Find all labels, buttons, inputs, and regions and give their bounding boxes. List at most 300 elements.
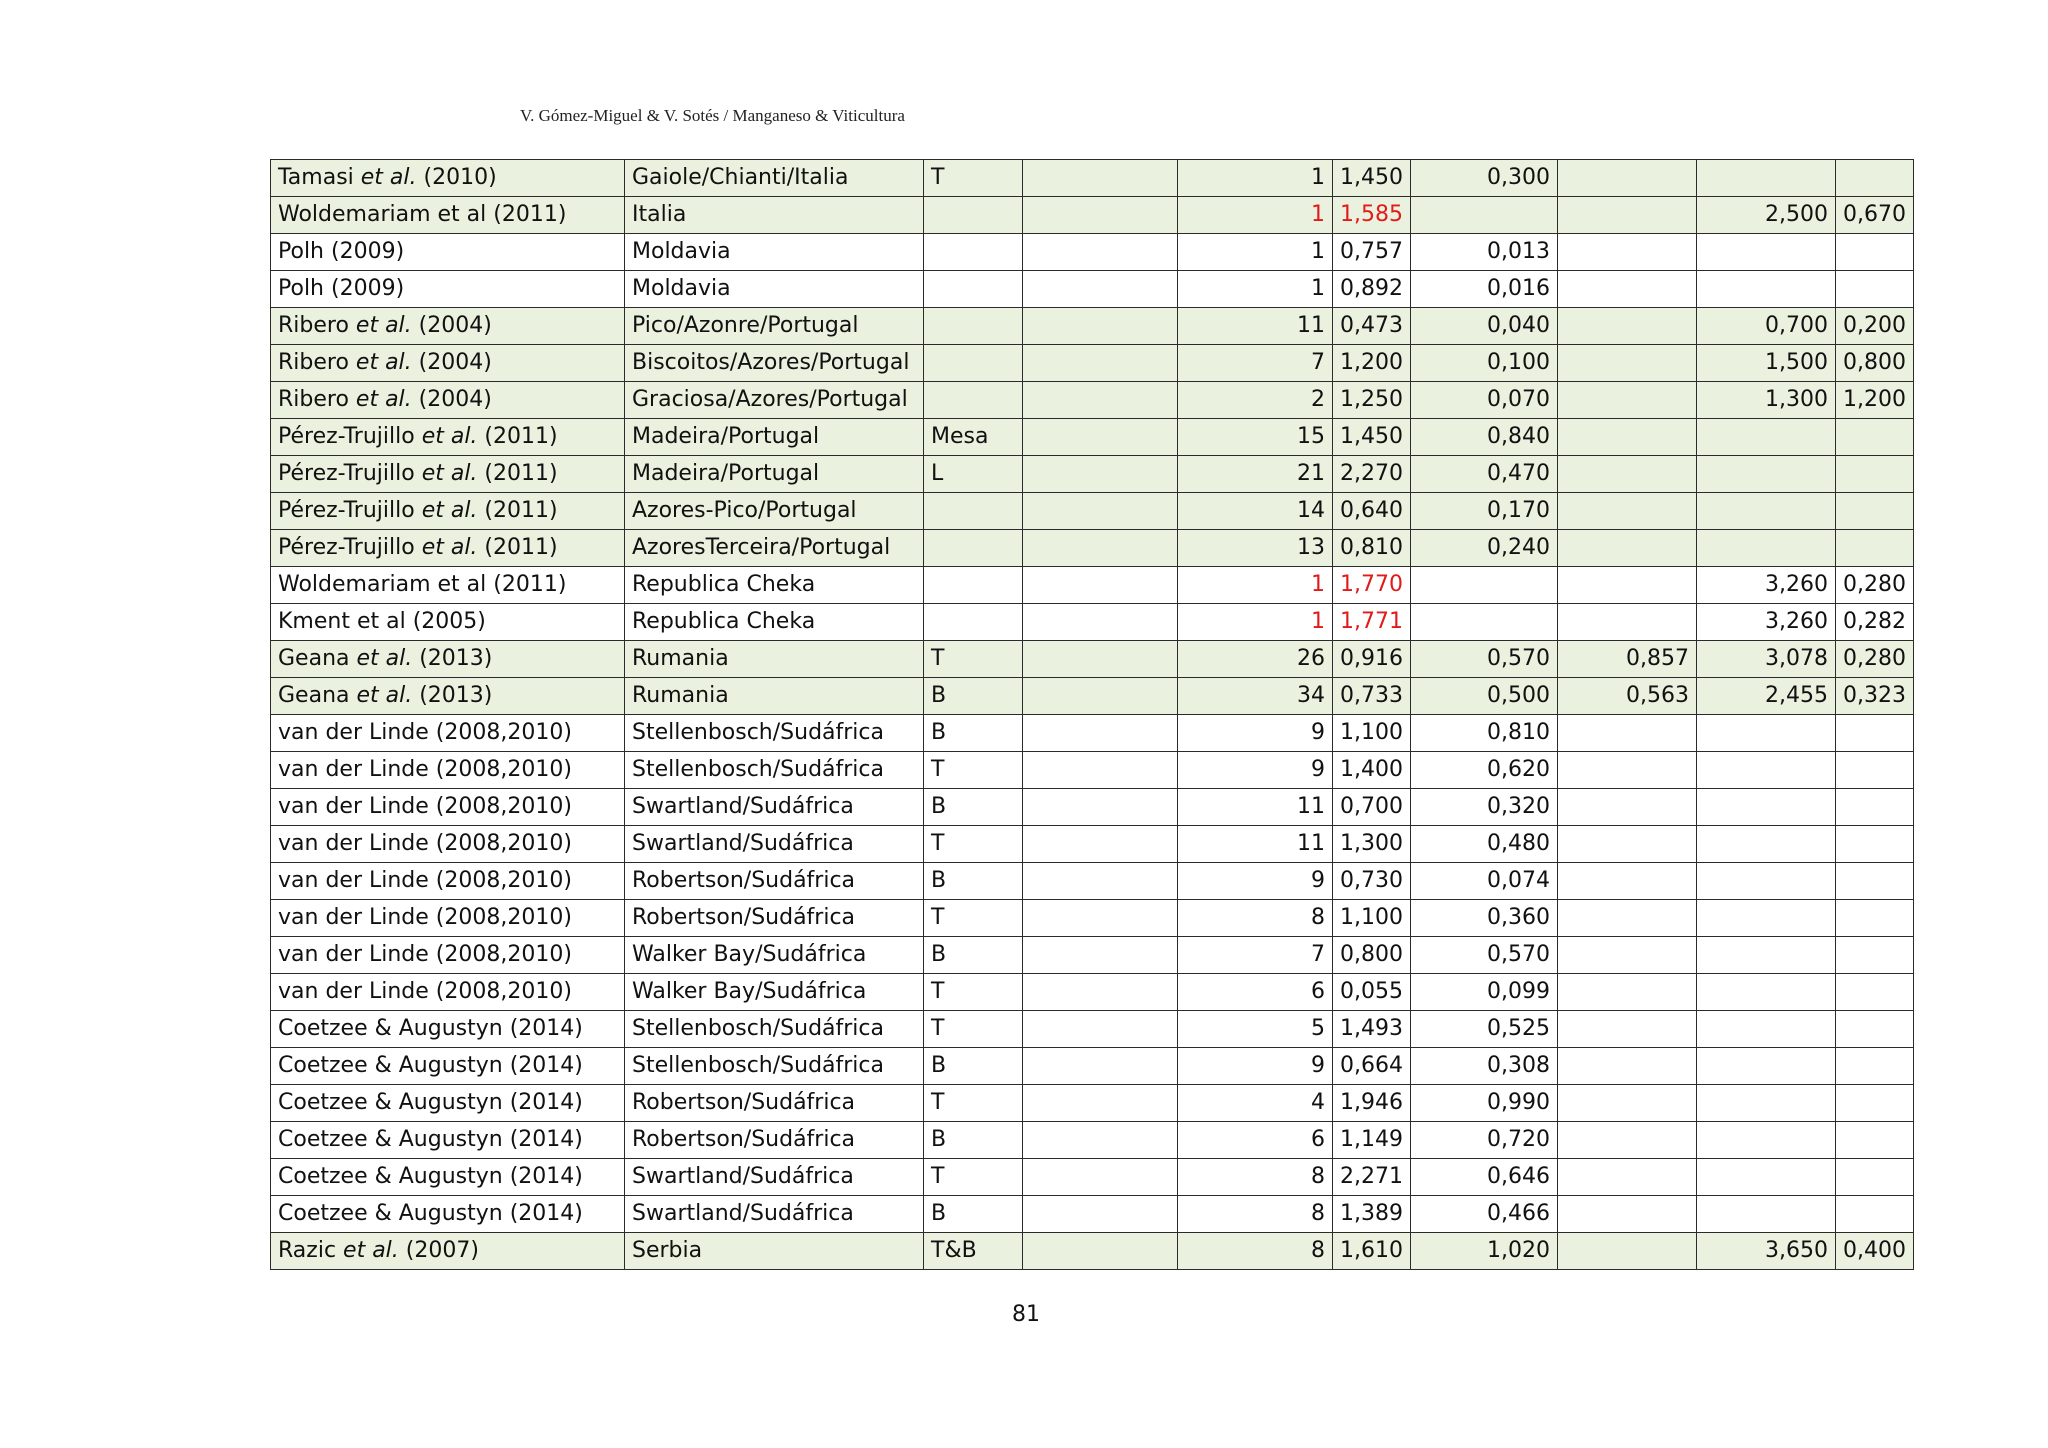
value-cell-3: [1558, 567, 1697, 604]
location-cell: Walker Bay/Sudáfrica: [625, 974, 924, 1011]
value-cell-5: 0,282: [1836, 604, 1914, 641]
value-cell-3: [1558, 197, 1697, 234]
data-table: [270, 159, 1914, 1270]
value-cell-1: 1,300: [1333, 826, 1411, 863]
author-cell: [271, 604, 625, 641]
type-cell: [924, 604, 1023, 641]
location-cell: Robertson/Sudáfrica: [625, 1085, 924, 1122]
value-cell-4: [1697, 530, 1836, 567]
author-name: Coetzee & Augustyn (2014): [278, 1127, 583, 1152]
empty-cell: [1023, 974, 1178, 1011]
author-name: Geana: [278, 646, 357, 671]
author-name: van der Linde (2008,2010): [278, 757, 572, 782]
value-cell-3: [1558, 1011, 1697, 1048]
empty-cell: [1023, 752, 1178, 789]
type-cell: B: [924, 1048, 1023, 1085]
location-cell: Stellenbosch/Sudáfrica: [625, 1048, 924, 1085]
author-cell: [271, 641, 625, 678]
type-cell: B: [924, 1122, 1023, 1159]
value-cell-5: 0,280: [1836, 641, 1914, 678]
value-cell-1: 0,892: [1333, 271, 1411, 308]
type-cell: [924, 308, 1023, 345]
author-cell: [271, 752, 625, 789]
location-cell: Moldavia: [625, 234, 924, 271]
location-cell: Azores-Pico/Portugal: [625, 493, 924, 530]
author-name: Pérez-Trujillo: [278, 424, 422, 449]
value-cell-1: 1,946: [1333, 1085, 1411, 1122]
value-cell-1: 1,250: [1333, 382, 1411, 419]
author-cell: [271, 863, 625, 900]
value-cell-2: 0,170: [1411, 493, 1558, 530]
author-year: (2011): [477, 461, 558, 486]
n-cell: 8: [1178, 1159, 1333, 1196]
author-name: van der Linde (2008,2010): [278, 794, 572, 819]
location-cell: Swartland/Sudáfrica: [625, 826, 924, 863]
value-cell-4: [1697, 789, 1836, 826]
type-cell: T&B: [924, 1233, 1023, 1270]
author-etal: et al.: [421, 461, 478, 486]
n-cell: 8: [1178, 1196, 1333, 1233]
value-cell-1: 0,733: [1333, 678, 1411, 715]
value-cell-1: 0,473: [1333, 308, 1411, 345]
n-cell: 6: [1178, 1122, 1333, 1159]
location-cell: Italia: [625, 197, 924, 234]
table-row: [271, 641, 1914, 678]
location-cell: Stellenbosch/Sudáfrica: [625, 1011, 924, 1048]
value-cell-3: [1558, 419, 1697, 456]
value-cell-2: 0,840: [1411, 419, 1558, 456]
value-cell-2: 0,525: [1411, 1011, 1558, 1048]
n-cell: 1: [1178, 160, 1333, 197]
author-etal: et al.: [355, 387, 412, 412]
author-name: Coetzee & Augustyn (2014): [278, 1016, 583, 1041]
value-cell-5: [1836, 1159, 1914, 1196]
value-cell-4: [1697, 1048, 1836, 1085]
value-cell-2: 0,810: [1411, 715, 1558, 752]
table-row: [271, 1196, 1914, 1233]
value-cell-5: [1836, 419, 1914, 456]
value-cell-4: 2,455: [1697, 678, 1836, 715]
value-cell-3: [1558, 789, 1697, 826]
n-cell: 4: [1178, 1085, 1333, 1122]
value-cell-1: 0,800: [1333, 937, 1411, 974]
value-cell-4: 3,650: [1697, 1233, 1836, 1270]
author-etal: et al.: [355, 350, 412, 375]
author-cell: [271, 308, 625, 345]
empty-cell: [1023, 1233, 1178, 1270]
author-cell: [271, 271, 625, 308]
value-cell-1: 1,450: [1333, 419, 1411, 456]
author-name: Woldemariam et al (2011): [278, 572, 567, 597]
value-cell-5: [1836, 789, 1914, 826]
table-row: [271, 604, 1914, 641]
author-name: Ribero: [278, 387, 356, 412]
author-etal: et al.: [421, 424, 478, 449]
n-cell: 7: [1178, 345, 1333, 382]
table-row: [271, 826, 1914, 863]
location-cell: Republica Cheka: [625, 604, 924, 641]
value-cell-5: [1836, 234, 1914, 271]
value-cell-3: [1558, 493, 1697, 530]
value-cell-3: [1558, 234, 1697, 271]
table-row: [271, 234, 1914, 271]
author-cell: [271, 937, 625, 974]
author-cell: [271, 234, 625, 271]
value-cell-3: [1558, 160, 1697, 197]
value-cell-5: [1836, 752, 1914, 789]
value-cell-3: [1558, 308, 1697, 345]
author-cell: [271, 382, 625, 419]
author-year: (2011): [477, 535, 558, 560]
author-name: Polh (2009): [278, 239, 405, 264]
value-cell-4: [1697, 826, 1836, 863]
n-cell: 8: [1178, 1233, 1333, 1270]
value-cell-5: [1836, 160, 1914, 197]
value-cell-1: 0,640: [1333, 493, 1411, 530]
value-cell-2: 0,099: [1411, 974, 1558, 1011]
value-cell-4: [1697, 234, 1836, 271]
value-cell-5: 0,280: [1836, 567, 1914, 604]
value-cell-4: [1697, 1011, 1836, 1048]
location-cell: Robertson/Sudáfrica: [625, 900, 924, 937]
n-cell: 1: [1178, 271, 1333, 308]
value-cell-5: [1836, 1122, 1914, 1159]
value-cell-3: [1558, 863, 1697, 900]
n-cell: 9: [1178, 715, 1333, 752]
value-cell-3: [1558, 456, 1697, 493]
value-cell-4: [1697, 752, 1836, 789]
author-name: Kment et al (2005): [278, 609, 486, 634]
author-cell: [271, 567, 625, 604]
author-name: van der Linde (2008,2010): [278, 720, 572, 745]
location-cell: Pico/Azonre/Portugal: [625, 308, 924, 345]
author-year: (2004): [411, 350, 492, 375]
author-cell: [271, 419, 625, 456]
value-cell-3: [1558, 382, 1697, 419]
empty-cell: [1023, 456, 1178, 493]
author-year: (2013): [412, 646, 493, 671]
empty-cell: [1023, 678, 1178, 715]
empty-cell: [1023, 567, 1178, 604]
value-cell-2: 0,570: [1411, 641, 1558, 678]
author-name: Polh (2009): [278, 276, 405, 301]
empty-cell: [1023, 234, 1178, 271]
value-cell-2: 0,240: [1411, 530, 1558, 567]
location-cell: Republica Cheka: [625, 567, 924, 604]
value-cell-5: [1836, 530, 1914, 567]
value-cell-1: 1,100: [1333, 715, 1411, 752]
value-cell-1: 1,450: [1333, 160, 1411, 197]
n-cell: 26: [1178, 641, 1333, 678]
value-cell-2: 0,620: [1411, 752, 1558, 789]
table-row: [271, 493, 1914, 530]
value-cell-5: [1836, 826, 1914, 863]
table-row: [271, 271, 1914, 308]
author-name: Coetzee & Augustyn (2014): [278, 1164, 583, 1189]
table-body: [271, 160, 1914, 1270]
value-cell-1: 1,149: [1333, 1122, 1411, 1159]
location-cell: AzoresTerceira/Portugal: [625, 530, 924, 567]
author-cell: [271, 974, 625, 1011]
table-row: [271, 937, 1914, 974]
value-cell-2: [1411, 604, 1558, 641]
type-cell: B: [924, 678, 1023, 715]
author-cell: [271, 678, 625, 715]
author-year: (2011): [477, 498, 558, 523]
author-cell: [271, 1085, 625, 1122]
empty-cell: [1023, 1085, 1178, 1122]
type-cell: L: [924, 456, 1023, 493]
author-cell: [271, 345, 625, 382]
table-row: [271, 974, 1914, 1011]
value-cell-5: 0,323: [1836, 678, 1914, 715]
author-etal: et al.: [356, 646, 413, 671]
type-cell: B: [924, 1196, 1023, 1233]
value-cell-3: [1558, 1159, 1697, 1196]
type-cell: T: [924, 826, 1023, 863]
type-cell: B: [924, 715, 1023, 752]
value-cell-4: [1697, 271, 1836, 308]
empty-cell: [1023, 1196, 1178, 1233]
location-cell: Biscoitos/Azores/Portugal: [625, 345, 924, 382]
table-row: [271, 1048, 1914, 1085]
author-year: (2013): [412, 683, 493, 708]
author-etal: et al.: [355, 313, 412, 338]
author-cell: [271, 493, 625, 530]
author-etal: et al.: [421, 535, 478, 560]
n-cell: 1: [1178, 234, 1333, 271]
author-year: (2004): [411, 313, 492, 338]
value-cell-5: [1836, 1196, 1914, 1233]
value-cell-5: 1,200: [1836, 382, 1914, 419]
value-cell-2: 0,100: [1411, 345, 1558, 382]
value-cell-2: 0,500: [1411, 678, 1558, 715]
empty-cell: [1023, 1011, 1178, 1048]
author-name: Coetzee & Augustyn (2014): [278, 1090, 583, 1115]
value-cell-4: [1697, 160, 1836, 197]
value-cell-3: [1558, 900, 1697, 937]
author-name: Woldemariam et al (2011): [278, 202, 567, 227]
value-cell-4: 3,078: [1697, 641, 1836, 678]
location-cell: Stellenbosch/Sudáfrica: [625, 715, 924, 752]
type-cell: [924, 567, 1023, 604]
table-row: [271, 789, 1914, 826]
author-year: (2011): [477, 424, 558, 449]
n-cell: 11: [1178, 308, 1333, 345]
author-name: Pérez-Trujillo: [278, 498, 422, 523]
author-name: Tamasi: [278, 165, 361, 190]
value-cell-3: [1558, 974, 1697, 1011]
location-cell: Rumania: [625, 641, 924, 678]
value-cell-2: 0,360: [1411, 900, 1558, 937]
author-cell: [271, 1048, 625, 1085]
value-cell-5: 0,400: [1836, 1233, 1914, 1270]
table-row: [271, 1233, 1914, 1270]
value-cell-2: 0,040: [1411, 308, 1558, 345]
value-cell-4: [1697, 419, 1836, 456]
author-year: (2004): [411, 387, 492, 412]
empty-cell: [1023, 863, 1178, 900]
value-cell-2: 0,466: [1411, 1196, 1558, 1233]
author-name: van der Linde (2008,2010): [278, 905, 572, 930]
value-cell-5: [1836, 937, 1914, 974]
value-cell-5: [1836, 1011, 1914, 1048]
empty-cell: [1023, 1159, 1178, 1196]
author-name: Ribero: [278, 313, 356, 338]
table-row: [271, 160, 1914, 197]
type-cell: [924, 345, 1023, 382]
value-cell-3: [1558, 1122, 1697, 1159]
n-cell: 15: [1178, 419, 1333, 456]
value-cell-3: 0,857: [1558, 641, 1697, 678]
author-cell: [271, 826, 625, 863]
location-cell: Swartland/Sudáfrica: [625, 1196, 924, 1233]
value-cell-5: [1836, 271, 1914, 308]
type-cell: [924, 530, 1023, 567]
value-cell-5: [1836, 863, 1914, 900]
author-cell: [271, 900, 625, 937]
author-name: van der Linde (2008,2010): [278, 942, 572, 967]
value-cell-2: 0,308: [1411, 1048, 1558, 1085]
value-cell-3: [1558, 1233, 1697, 1270]
empty-cell: [1023, 197, 1178, 234]
empty-cell: [1023, 493, 1178, 530]
n-cell: 1: [1178, 567, 1333, 604]
type-cell: T: [924, 160, 1023, 197]
n-cell: 14: [1178, 493, 1333, 530]
value-cell-5: 0,800: [1836, 345, 1914, 382]
location-cell: Robertson/Sudáfrica: [625, 863, 924, 900]
author-name: Ribero: [278, 350, 356, 375]
value-cell-1: 1,400: [1333, 752, 1411, 789]
empty-cell: [1023, 530, 1178, 567]
value-cell-2: 0,070: [1411, 382, 1558, 419]
type-cell: T: [924, 1159, 1023, 1196]
table-row: [271, 1122, 1914, 1159]
n-cell: 11: [1178, 826, 1333, 863]
value-cell-2: 0,480: [1411, 826, 1558, 863]
value-cell-3: [1558, 345, 1697, 382]
empty-cell: [1023, 419, 1178, 456]
page-number: 81: [1012, 1302, 1040, 1327]
author-cell: [271, 1122, 625, 1159]
value-cell-1: 2,270: [1333, 456, 1411, 493]
value-cell-1: 0,730: [1333, 863, 1411, 900]
table-row: [271, 1085, 1914, 1122]
empty-cell: [1023, 604, 1178, 641]
table-row: [271, 382, 1914, 419]
location-cell: Rumania: [625, 678, 924, 715]
author-name: Pérez-Trujillo: [278, 461, 422, 486]
table-row: [271, 678, 1914, 715]
type-cell: B: [924, 937, 1023, 974]
author-cell: [271, 530, 625, 567]
value-cell-2: 0,720: [1411, 1122, 1558, 1159]
location-cell: Gaiole/Chianti/Italia: [625, 160, 924, 197]
author-cell: [271, 1196, 625, 1233]
table-row: [271, 456, 1914, 493]
table-row: [271, 308, 1914, 345]
location-cell: Madeira/Portugal: [625, 456, 924, 493]
location-cell: Swartland/Sudáfrica: [625, 789, 924, 826]
value-cell-2: 0,646: [1411, 1159, 1558, 1196]
value-cell-4: [1697, 493, 1836, 530]
table-row: [271, 1159, 1914, 1196]
value-cell-1: 0,700: [1333, 789, 1411, 826]
value-cell-5: 0,670: [1836, 197, 1914, 234]
author-name: Pérez-Trujillo: [278, 535, 422, 560]
empty-cell: [1023, 271, 1178, 308]
type-cell: T: [924, 1011, 1023, 1048]
type-cell: T: [924, 752, 1023, 789]
type-cell: [924, 493, 1023, 530]
type-cell: B: [924, 789, 1023, 826]
table-row: [271, 863, 1914, 900]
table-row: [271, 900, 1914, 937]
value-cell-4: [1697, 974, 1836, 1011]
location-cell: Stellenbosch/Sudáfrica: [625, 752, 924, 789]
value-cell-4: 1,300: [1697, 382, 1836, 419]
empty-cell: [1023, 900, 1178, 937]
location-cell: Graciosa/Azores/Portugal: [625, 382, 924, 419]
author-cell: [271, 1011, 625, 1048]
value-cell-4: 0,700: [1697, 308, 1836, 345]
value-cell-1: 0,055: [1333, 974, 1411, 1011]
location-cell: Serbia: [625, 1233, 924, 1270]
value-cell-1: 1,610: [1333, 1233, 1411, 1270]
value-cell-1: 0,810: [1333, 530, 1411, 567]
author-cell: [271, 789, 625, 826]
value-cell-2: 0,013: [1411, 234, 1558, 271]
type-cell: [924, 382, 1023, 419]
type-cell: Mesa: [924, 419, 1023, 456]
empty-cell: [1023, 641, 1178, 678]
value-cell-2: [1411, 197, 1558, 234]
value-cell-1: 1,585: [1333, 197, 1411, 234]
value-cell-1: 1,770: [1333, 567, 1411, 604]
location-cell: Robertson/Sudáfrica: [625, 1122, 924, 1159]
value-cell-4: [1697, 863, 1836, 900]
n-cell: 9: [1178, 752, 1333, 789]
value-cell-3: [1558, 604, 1697, 641]
value-cell-5: [1836, 974, 1914, 1011]
empty-cell: [1023, 789, 1178, 826]
value-cell-3: [1558, 715, 1697, 752]
value-cell-1: 1,200: [1333, 345, 1411, 382]
value-cell-1: 1,771: [1333, 604, 1411, 641]
type-cell: T: [924, 641, 1023, 678]
n-cell: 1: [1178, 197, 1333, 234]
table-row: [271, 567, 1914, 604]
value-cell-4: 1,500: [1697, 345, 1836, 382]
value-cell-5: [1836, 456, 1914, 493]
value-cell-5: [1836, 1085, 1914, 1122]
n-cell: 11: [1178, 789, 1333, 826]
author-name: Coetzee & Augustyn (2014): [278, 1201, 583, 1226]
type-cell: B: [924, 863, 1023, 900]
table-row: [271, 345, 1914, 382]
value-cell-5: [1836, 493, 1914, 530]
type-cell: [924, 197, 1023, 234]
table-row: [271, 752, 1914, 789]
author-etal: et al.: [421, 498, 478, 523]
n-cell: 6: [1178, 974, 1333, 1011]
value-cell-4: 3,260: [1697, 567, 1836, 604]
table-row: [271, 419, 1914, 456]
table-row: [271, 530, 1914, 567]
table-row: [271, 1011, 1914, 1048]
location-cell: Moldavia: [625, 271, 924, 308]
